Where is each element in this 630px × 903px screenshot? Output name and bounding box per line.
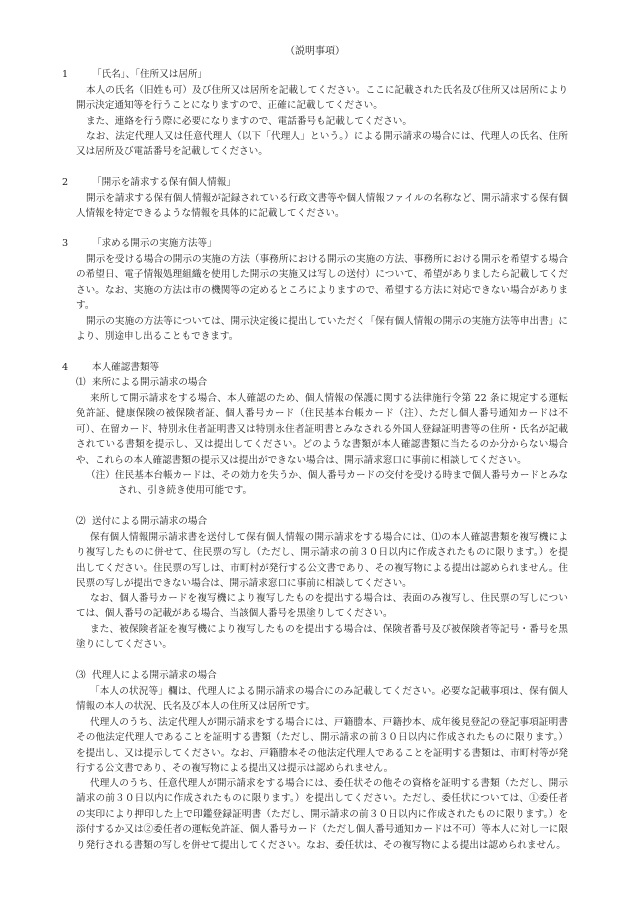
section-1-paragraph: また、連絡を行う際に必要になりますので、電話番号も記載してください。	[86, 116, 412, 127]
subsection-heading-text: 代理人による開示請求の場合	[92, 670, 217, 681]
section-number: 3	[62, 238, 69, 249]
subsection-2-heading	[76, 514, 207, 529]
section-2-heading	[62, 175, 236, 190]
section-heading-text: 「氏名」、「住所又は居所」	[92, 69, 208, 80]
section-1-heading	[62, 67, 207, 82]
subsection-heading-text: 来所による開示請求の場合	[92, 377, 208, 388]
section-number: 4	[62, 362, 69, 373]
section-3-paragraph: 開示を受ける場合の開示の実施の方法（事務所における開示の実施の方法、事務所における開示を希望する場合の希望日、電子情報処理組織を使用した開示の実施又は写しの送付）について、希望がありましたら記載してください。なお、実施の方法は市の機関等の定めるところによりますので、希望する方法に対応できない場合があります。	[76, 254, 568, 312]
section-heading-text: 本人確認書類等	[92, 362, 160, 373]
section-1-paragraph: なお、法定代理人又は任意代理人（以下「代理人」という。）による開示請求の場合には、代理人の氏名、住所又は居所及び電話番号を記載してください。	[76, 131, 568, 158]
subsection-1-paragraph: 来所して開示請求をする場合、本人確認のため、個人情報の保護に関する法律施行令第 22 条に規定する運転免許証、健康保険の被保険者証、個人番号カード（住民基本台帳カード（注）、ただし個人番号通知カードは不可）、在留カード、特別永住者証明書又は特別永住者証明書とみなされる外国人登録証明書等の住所・氏名が記載されている書類を提示し、又は提出してください。どのような書類が本人確認書類に当たるのか分からない場合や、これらの本人確認書類の提示又は提出ができない場合は、開示請求窓口に事前に相談してください。	[76, 393, 568, 466]
section-2-paragraph: 開示を請求する保有個人情報が記録されている行政文書等や個人情報ファイルの名称など、開示請求する保有個人情報を特定できるような情報を具体的に記載してください。	[76, 193, 568, 220]
section-number: 2	[62, 177, 69, 188]
subsection-2-paragraph: 保有個人情報開示請求書を送付して保有個人情報の開示請求をする場合には、⑴の本人確認書類を複写機により複写したものに併せて、住民票の写し（ただし、開示請求の前３０日以内に作成されたものに限ります。）を提出してください。住民票の写しは、市町村が発行する公文書であり、その複写物による提出は認められません。住民票の写しが提出できない場合は、開示請求窓口に事前に相談してください。	[76, 532, 568, 590]
section-heading-text: 「求める開示の実施方法等」	[92, 238, 217, 249]
subsection-3-paragraph: 「本人の状況等」欄は、代理人による開示請求の場合にのみ記載してください。必要な記載事項は、保有個人情報の本人の状況、氏名及び本人の住所又は居所です。	[76, 686, 568, 713]
document-title: （説明事項）	[285, 46, 345, 57]
section-4-heading	[62, 360, 159, 375]
section-3-paragraph: 開示の実施の方法等については、開示決定後に提出していただく「保有個人情報の開示の実施方法等申出書」により、別途申し出ることもできます。	[76, 316, 568, 343]
subsection-3-paragraph: 代理人のうち、任意代理人が開示請求をする場合には、委任状その他その資格を証明する書類（ただし、開示請求の前３０日以内に作成されたものに限ります。）を提出してください。ただし、委任状については、①委任者の実印により押印した上で印鑑登録証明書（ただし、開示請求の前３０日以内に作成されたものに限ります。）を添付するか又は②委任者の運転免許証、個人番号カード（ただし個人番号通知カードは不可）等本人に対し一に限り発行される書類の写しを併せて提出してください。なお、委任状は、その複写物による提出は認められません。	[76, 778, 568, 851]
section-number: 1	[62, 69, 69, 80]
subsection-2-paragraph: また、被保険者証を複写機により複写したものを提出する場合は、保険者番号及び被保険者等記号・番号を黒塗りにしてください。	[76, 624, 568, 651]
subsection-1-note: （注）住民基本台帳カードは、その効力を失うか、個人番号カードの交付を受ける時まで個人番号カードとみなされ、引き続き使用可能です。	[86, 470, 568, 497]
subsection-heading-text: 送付による開示請求の場合	[92, 516, 208, 527]
section-1-paragraph: 本人の氏名（旧姓も可）及び住所又は居所を記載してください。ここに記載された氏名及び住所又は居所により開示決定通知等を行うことになりますので、正確に記載してください。	[76, 85, 568, 112]
subsection-3-paragraph: 代理人のうち、法定代理人が開示請求をする場合には、戸籍謄本、戸籍抄本、成年後見登記の登記事項証明書その他法定代理人であることを証明する書類（ただし、開示請求の前３０日以内に作成されたものに限ります。）を提出し、又は提示してください。なお、戸籍謄本その他法定代理人であることを証明する書類は、市町村等が発行する公文書であり、その複写物による提出又は提示は認められません。	[76, 717, 568, 775]
subsection-number: ⑴	[76, 377, 86, 388]
section-3-heading	[62, 236, 217, 251]
subsection-1-heading	[76, 375, 207, 390]
subsection-3-heading	[76, 668, 217, 683]
subsection-2-paragraph: なお、個人番号カードを複写機により複写したものを提出する場合は、表面のみ複写し、住民票の写しについては、個人番号の記載がある場合、当該個人番号を黒塗りしてください。	[76, 593, 568, 620]
subsection-number: ⑶	[76, 670, 86, 681]
section-heading-text: 「開示を請求する保有個人情報」	[92, 177, 236, 188]
subsection-number: ⑵	[76, 516, 86, 527]
